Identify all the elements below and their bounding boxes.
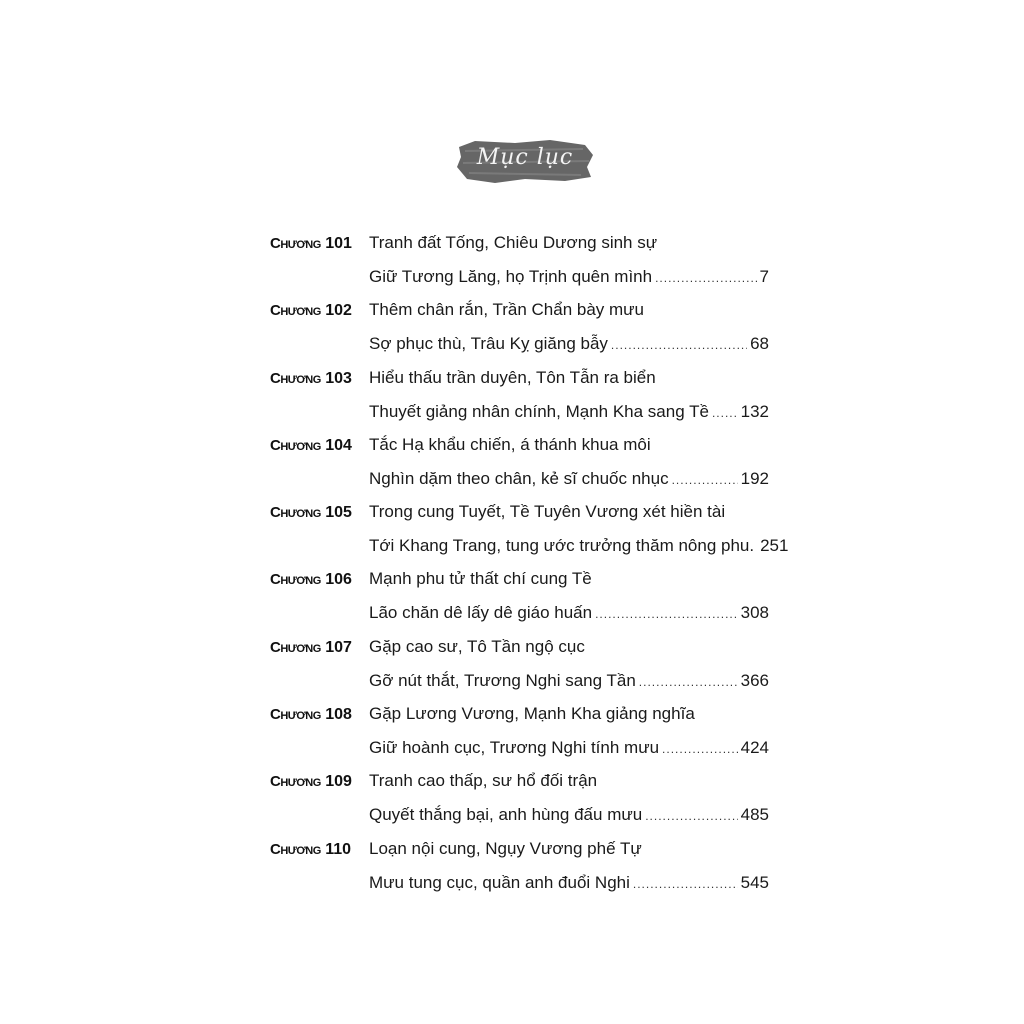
chapter-title-line2: Quyết thắng bại, anh hùng đấu mưu <box>369 805 643 825</box>
leader-dots <box>645 809 737 823</box>
chapter-number: 108 <box>325 706 352 724</box>
leader-dots <box>662 742 738 756</box>
chapter-word: Chương <box>270 773 321 791</box>
chapter-label <box>270 773 352 791</box>
chapter-word: Chương <box>270 235 321 252</box>
page-number: 485 <box>740 805 769 825</box>
chapter-title-line1: Trong cung Tuyết, Tề Tuyên Vương xét hiền tài <box>369 502 726 522</box>
chapter-word: Chương <box>270 504 321 522</box>
chapter-title-line2-row <box>369 334 769 354</box>
chapter-number: 106 <box>325 571 352 589</box>
toc-title: Mục lục <box>476 145 574 170</box>
chapter-title-line2: Tới Khang Trang, tung ước trưởng thăm nông phu. <box>369 536 755 556</box>
chapter-number: 105 <box>325 504 352 522</box>
chapter-title-line2: Thuyết giảng nhân chính, Mạnh Kha sang Tề <box>369 401 709 421</box>
toc-entry-106[interactable] <box>270 566 770 633</box>
chapter-number: 104 <box>325 436 352 454</box>
chapter-label <box>270 437 352 455</box>
toc-entry-102[interactable] <box>270 297 770 364</box>
chapter-word: Chương <box>270 571 321 589</box>
toc-entry-105[interactable] <box>270 499 789 566</box>
chapter-label <box>270 841 351 859</box>
chapter-title-line1: Gặp Lương Vương, Mạnh Kha giảng nghĩa <box>369 704 695 724</box>
page-number: 545 <box>740 872 769 892</box>
leader-dots <box>655 271 756 285</box>
page-number: 308 <box>740 603 769 623</box>
chapter-title-line2: Giữ hoành cục, Trương Nghi tính mưu <box>369 738 660 758</box>
chapter-title-line1: Thêm chân rắn, Trần Chẩn bày mưu <box>369 300 645 320</box>
chapter-word: Chương <box>270 706 321 724</box>
chapter-title-line2: Gỡ nút thắt, Trương Nghi sang Tần <box>369 670 636 690</box>
page-number: 251 <box>760 536 789 556</box>
toc-entry-107[interactable] <box>270 634 770 701</box>
toc-entry-104[interactable] <box>270 432 770 499</box>
chapter-label <box>270 639 352 657</box>
page-number: 7 <box>759 267 769 286</box>
page-number: 366 <box>740 670 769 690</box>
page-number: 424 <box>740 738 769 758</box>
chapter-label <box>270 235 352 253</box>
chapter-title-line2-row <box>369 536 789 556</box>
chapter-word: Chương <box>270 302 321 320</box>
chapter-title-line2: Sợ phục thù, Trâu Kỵ giăng bẫy <box>369 334 608 354</box>
toc-entry-108[interactable] <box>270 701 770 768</box>
leader-dots <box>672 473 738 487</box>
leader-dots <box>712 406 738 420</box>
chapter-title-line1: Tranh cao thấp, sư hổ đối trận <box>369 771 598 791</box>
chapter-title-line2: Giữ Tương Lăng, họ Trịnh quên mình <box>369 267 653 286</box>
chapter-title-line2-row <box>369 267 769 287</box>
chapter-title-line2-row <box>369 469 769 489</box>
chapter-number: 103 <box>325 369 352 387</box>
chapter-title-line2-row <box>369 603 769 623</box>
page-number: 132 <box>740 401 769 421</box>
chapter-title-line1: Tắc Hạ khẩu chiến, á thánh khua môi <box>369 434 651 454</box>
chapter-number: 102 <box>325 302 352 320</box>
page-number: 192 <box>740 468 769 488</box>
page-number: 68 <box>750 334 769 354</box>
toc-entry-103[interactable] <box>270 365 770 432</box>
chapter-label <box>270 706 352 724</box>
chapter-word: Chương <box>270 638 321 656</box>
chapter-number: 110 <box>325 840 352 858</box>
chapter-number: 101 <box>325 235 352 252</box>
leader-dots <box>633 877 738 891</box>
chapter-title-line1: Gặp cao sư, Tô Tần ngộ cục <box>369 636 585 656</box>
chapter-number: 109 <box>325 773 352 791</box>
chapter-title-line1: Tranh đất Tống, Chiêu Dương sinh sự <box>369 233 658 252</box>
chapter-title-line2-row <box>369 805 769 825</box>
chapter-title-line2-row <box>369 738 769 758</box>
chapter-title-line2-row <box>369 873 769 893</box>
toc-title-banner <box>455 137 595 185</box>
chapter-label <box>270 571 352 589</box>
chapter-title-line1: Mạnh phu tử thất chí cung Tề <box>369 569 592 589</box>
toc-entry-110[interactable] <box>270 836 770 903</box>
leader-dots <box>611 338 747 352</box>
chapter-title-line2-row <box>369 671 769 691</box>
chapter-label <box>270 302 352 320</box>
chapter-title-line2: Mưu tung cục, quần anh đuổi Nghi <box>369 872 630 892</box>
leader-dots <box>595 607 738 621</box>
leader-dots <box>639 675 738 689</box>
chapter-title-line2-row <box>369 402 769 422</box>
toc-entry-101[interactable] <box>270 230 770 297</box>
chapter-number: 107 <box>325 638 352 656</box>
toc-entry-109[interactable] <box>270 768 770 835</box>
chapter-label <box>270 370 352 388</box>
chapter-title-line1: Loạn nội cung, Ngụy Vương phế Tự <box>369 838 642 858</box>
chapter-word: Chương <box>270 369 321 387</box>
chapter-title-line2: Nghìn dặm theo chân, kẻ sĩ chuốc nhục <box>369 468 669 488</box>
table-of-contents <box>270 230 789 903</box>
chapter-title-line2: Lão chăn dê lấy dê giáo huấn <box>369 603 593 623</box>
chapter-title-line1: Hiểu thấu trần duyên, Tôn Tẫn ra biển <box>369 367 656 387</box>
chapter-word: Chương <box>270 840 321 858</box>
chapter-word: Chương <box>270 436 321 454</box>
chapter-label <box>270 504 352 522</box>
